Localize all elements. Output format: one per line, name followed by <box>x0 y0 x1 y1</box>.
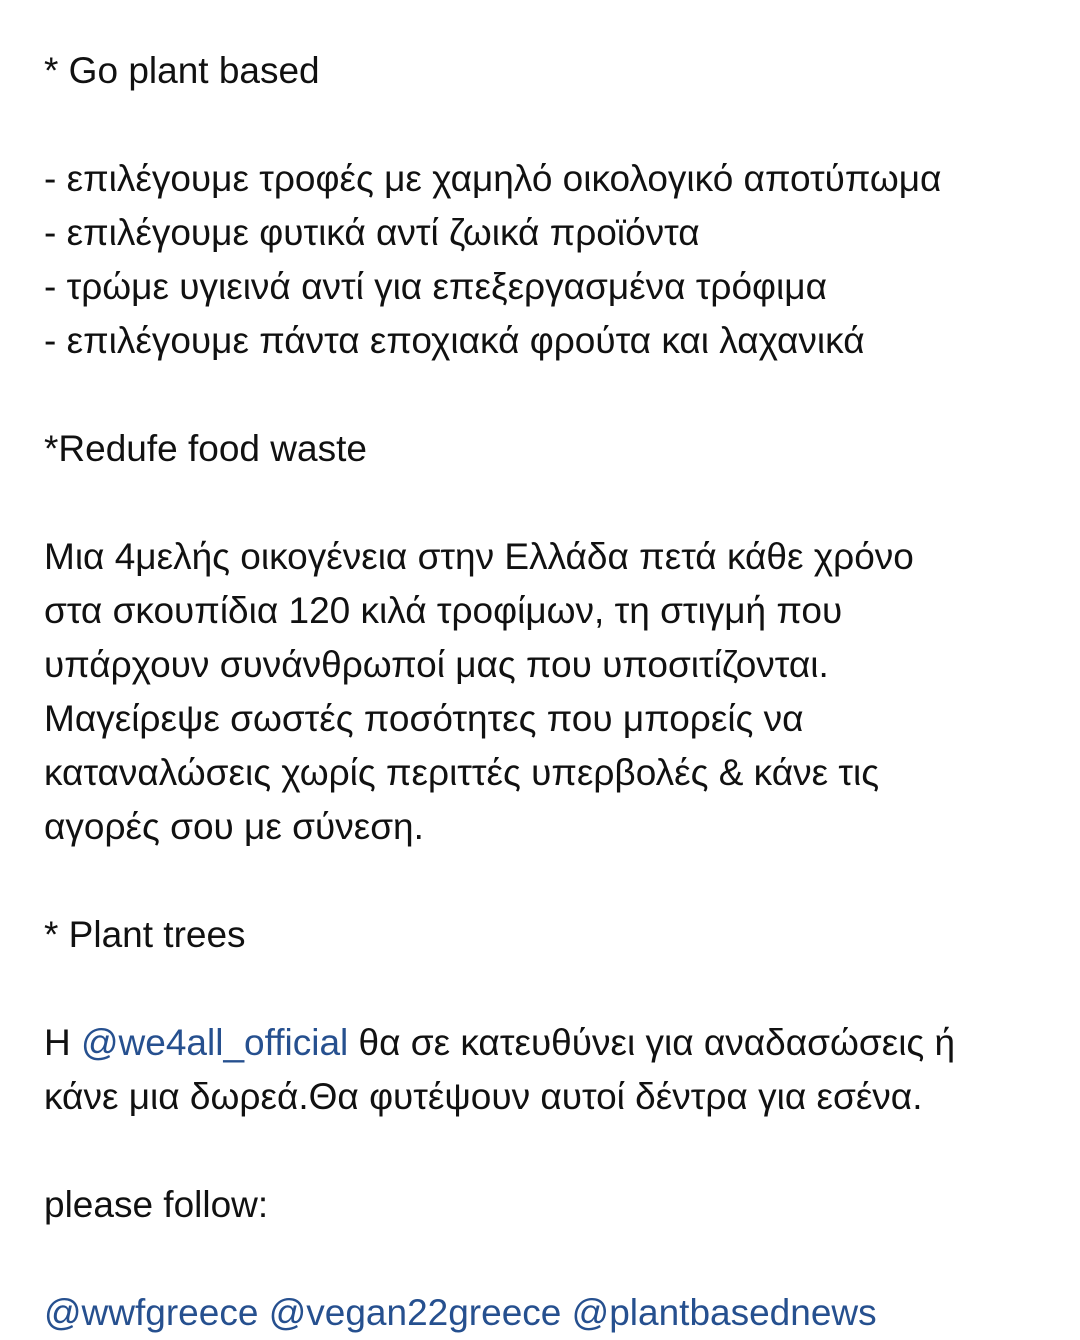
bullet-item: - επιλέγουμε πάντα εποχιακά φρούτα και λαχανικά <box>44 320 865 361</box>
spacer <box>44 1232 1064 1286</box>
bullet-item: - τρώμε υγιεινά αντί για επεξεργασμένα τρόφιμα <box>44 266 827 307</box>
paragraph-line: στα σκουπίδια 120 κιλά τροφίμων, τη στιγμή που <box>44 590 843 631</box>
follow-label: please follow: <box>44 1184 269 1225</box>
note-body <box>44 44 1064 1340</box>
mention-link-wwfgreece[interactable]: @wwfgreece <box>44 1292 259 1333</box>
bullet-item: - επιλέγουμε τροφές με χαμηλό οικολογικό αποτύπωμα <box>44 158 942 199</box>
paragraph-line: αγορές σου με σύνεση. <box>44 806 424 847</box>
paragraph-line: Μια 4μελής οικογένεια στην Ελλάδα πετά κάθε χρόνο <box>44 536 914 577</box>
spacer <box>44 962 1064 1016</box>
mention-link-we4all-official[interactable]: @we4all_official <box>81 1022 349 1063</box>
paragraph-line <box>44 1016 1064 1070</box>
section-heading-plant-trees: * Plant trees <box>44 914 246 955</box>
section-heading-plant-based: * Go plant based <box>44 50 320 91</box>
spacer <box>44 854 1064 908</box>
bullet-item: - επιλέγουμε φυτικά αντί ζωικά προϊόντα <box>44 212 700 253</box>
paragraph-line: κάνε μια δωρεά.Θα φυτέψουν αυτοί δέντρα για εσένα. <box>44 1076 923 1117</box>
mention-link-plantbasednews[interactable]: @plantbasednews <box>571 1292 877 1333</box>
paragraph-suffix: θα σε κατευθύνει για αναδασώσεις ή <box>348 1022 956 1063</box>
spacer <box>44 476 1064 530</box>
paragraph-line: υπάρχουν συνάνθρωποί μας που υποσιτίζονται. <box>44 644 829 685</box>
paragraph-line: Μαγείρεψε σωστές ποσότητες που μπορείς να <box>44 698 804 739</box>
spacer <box>44 368 1064 422</box>
spacer <box>44 98 1064 152</box>
spacer <box>44 1124 1064 1178</box>
mention-link-vegan22greece[interactable]: @vegan22greece <box>268 1292 562 1333</box>
paragraph-line: καταναλώσεις χωρίς περιττές υπερβολές & κάνε τις <box>44 752 880 793</box>
paragraph-prefix: Η <box>44 1022 81 1063</box>
follow-mentions <box>44 1286 1064 1340</box>
section-heading-food-waste: *Redufe food waste <box>44 428 367 469</box>
